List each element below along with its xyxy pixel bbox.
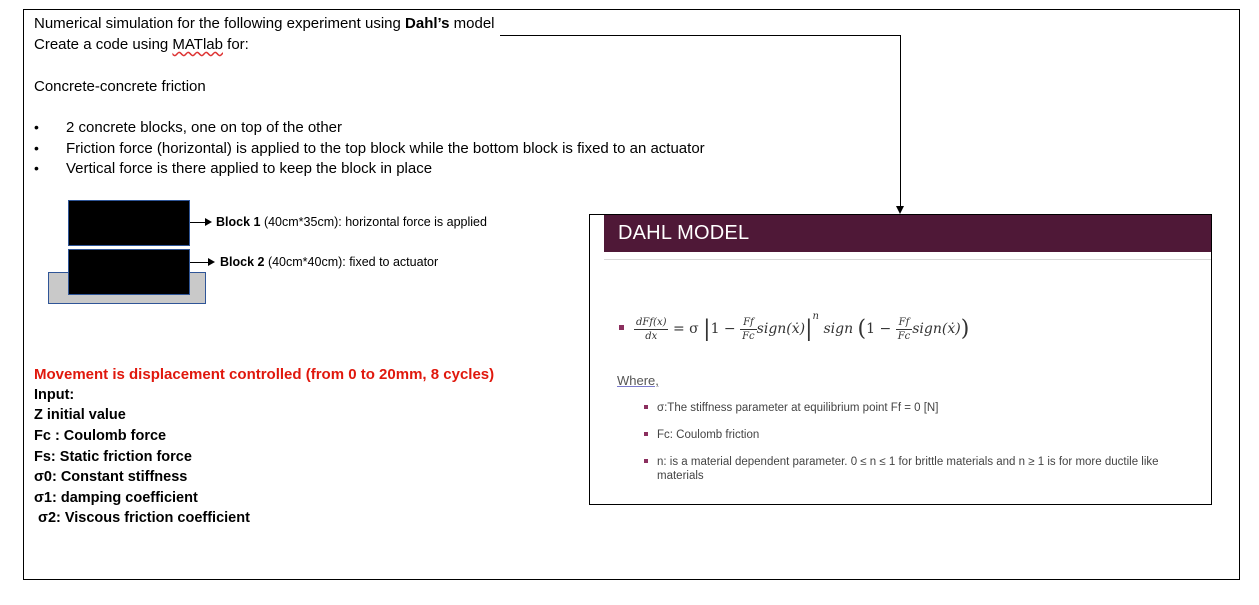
heading-prefix: Numerical simulation for the following experiment using — [34, 15, 406, 32]
input-item: Fs: Static friction force — [34, 449, 192, 465]
block-1-arrow — [190, 222, 206, 223]
block-2-arrow — [190, 262, 209, 263]
input-item: σ2: Viscous friction coefficient — [34, 510, 250, 526]
input-item: Z initial value — [34, 407, 126, 423]
dahl-equation: $\frac{\text{dFf(x)}}{dx}$ = σ |1 − $\frac{Ff}{Fc}$ $sign(ẋ)|^n$ sign (1 − $\frac{Ff}{Fc}$ sign(ẋ)) — [636, 311, 970, 342]
bullet-symbol: • — [34, 160, 39, 176]
definition-bullet-icon — [644, 459, 648, 463]
input-item: σ1: damping coefficient — [34, 490, 198, 506]
definition-bullet-icon — [644, 405, 648, 409]
movement-note: Movement is displacement controlled (from 0 to 20mm, 8 cycles) — [34, 366, 495, 383]
input-title: Input: — [34, 387, 75, 403]
block-2-label: Block 2 (40cm*40cm): fixed to actuator — [220, 255, 439, 269]
connector-line-horizontal — [500, 35, 901, 36]
slide-header-bar — [604, 215, 1211, 252]
subtitle: Concrete-concrete friction — [34, 78, 206, 95]
block-1-arrowhead — [205, 218, 212, 226]
heading-suffix: model — [449, 15, 495, 32]
definition-fc: Fc: Coulomb friction — [657, 429, 760, 441]
block-1-label: Block 1 (40cm*35cm): horizontal force is applied — [216, 215, 487, 229]
bullet-symbol: • — [34, 140, 39, 156]
where-label: Where, — [617, 373, 659, 388]
dahl-model-slide — [589, 214, 1212, 505]
definition-sigma: σ:The stiffness parameter at equilibrium point Ff = 0 [N] — [657, 402, 939, 414]
ff-fc-fraction-2: $\frac{Ff}{Fc}$ — [897, 316, 911, 342]
input-item: Fc : Coulomb force — [34, 428, 167, 444]
block-1 — [68, 200, 190, 246]
heading-model-name: Dahl’s — [405, 15, 450, 32]
slide-title: DAHL MODEL — [618, 222, 750, 244]
block-2 — [68, 249, 190, 295]
code-prefix: Create a code using — [34, 36, 173, 53]
code-suffix: for: — [223, 36, 249, 53]
lhs-fraction: $\frac{\text{dFf(x)}}{dx}$ — [636, 316, 667, 342]
ff-fc-fraction-1: $\frac{Ff}{Fc}$ — [742, 316, 755, 342]
heading-line-1 — [34, 15, 495, 32]
input-item: σ0: Constant stiffness — [34, 469, 188, 485]
equation-bullet-icon — [619, 325, 624, 330]
definition-n: n: is a material dependent parameter. 0 ≤ n ≤ 1 for brittle materials and n ≥ 1 is for more ductile like materials — [657, 456, 1159, 482]
slide-divider — [604, 259, 1211, 260]
block-2-arrowhead — [208, 258, 215, 266]
bullet-symbol: • — [34, 119, 39, 135]
matlab-word: MATlab — [172, 36, 223, 53]
connector-line-vertical — [900, 35, 901, 207]
definition-bullet-icon — [644, 432, 648, 436]
bullet-item: 2 concrete blocks, one on top of the other — [66, 119, 343, 136]
bullet-item: Vertical force is there applied to keep the block in place — [66, 160, 433, 177]
connector-arrowhead — [896, 206, 904, 214]
heading-line-2 — [34, 36, 249, 53]
bullet-item: Friction force (horizontal) is applied to the top block while the bottom block is fixed to an actuator — [66, 140, 705, 157]
